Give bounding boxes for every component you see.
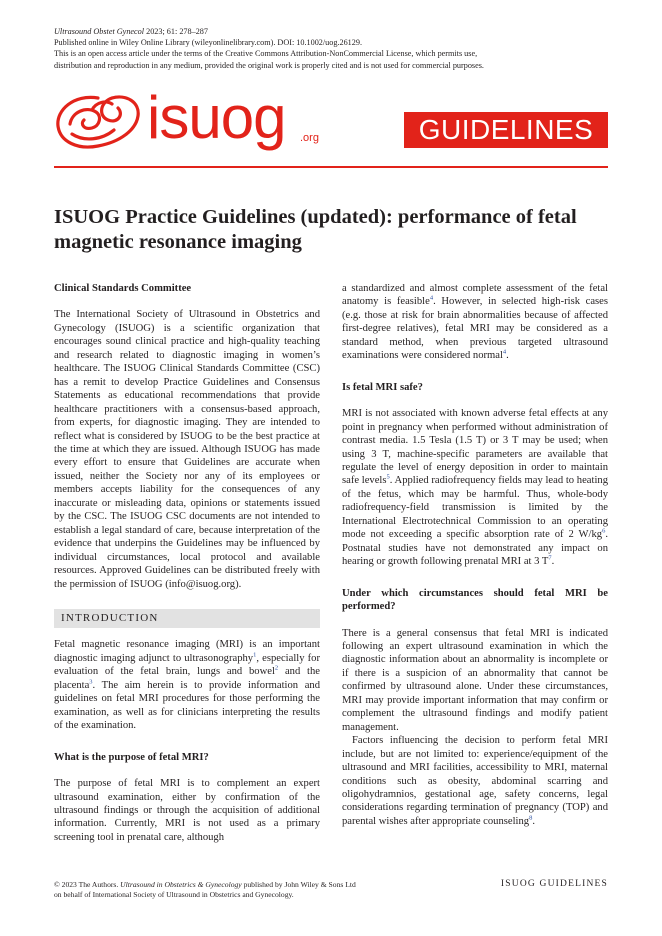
safe-text-1: MRI is not associated with known adverse fetal effects at any point in pregnancy when performed without administration of contrast media. 1.5 Tesla (1.5 T) or 3 T may be used; when using 3 T, machine-specific parameters are available that regulate the level of energy deposition in order to maintain safe levels bbox=[342, 408, 608, 487]
license-line-1: This is an open access article under the terms of the Creative Commons Attribution-NonCommercial License, which permits use, bbox=[54, 49, 478, 59]
footer-journal-name: Ultrasound in Obstetrics & Gynecology bbox=[120, 880, 242, 889]
reference-7[interactable]: 7 bbox=[548, 554, 552, 562]
isuog-logo bbox=[52, 86, 342, 158]
intro-text-2: , especially for evaluation of the fetal brain, lungs and bowel bbox=[54, 652, 321, 678]
circumstances-paragraph-2 bbox=[342, 734, 608, 828]
reference-6[interactable]: 6 bbox=[602, 527, 606, 535]
safe-text-4: . bbox=[551, 556, 555, 568]
journal-abbrev: Ultrasound Obstet Gynecol bbox=[54, 27, 145, 36]
copyright-pre: © 2023 The Authors. bbox=[54, 880, 121, 889]
purpose-paragraph: The purpose of fetal MRI is to complement an expert ultrasound examination, either by confirmation of the ultrasound findings or through the acquisition of additional information. Currently, MRI is not used as a primary screening tool in prenatal care, although bbox=[54, 778, 320, 843]
cont-text-1: a standardized and almost complete assessment of the fetal anatomy is feasible bbox=[342, 283, 608, 308]
published-online-line: Published online in Wiley Online Library (wileyonlinelibrary.com). DOI: 10.1002/uog.26129. bbox=[54, 38, 363, 48]
isuog-swirl-icon bbox=[52, 90, 144, 154]
footer-copyright bbox=[54, 880, 414, 900]
circumstances-paragraph-1: There is a general consensus that fetal MRI is indicated following an expert ultrasound examination in which the diagnostic information about an abnormality is incomplete or if there is a suspicion of an abnormality that cannot be confirmed by ultrasound alone. Under these circumstances, MRI may provide important information that may confirm or complement the ultrasound findings and modify patient management. bbox=[342, 627, 608, 733]
circ-text-3: . bbox=[532, 815, 535, 827]
safe-text-3: . Postnatal studies have not demonstrated any impact on hearing or growth following prenatal MRI at 3 T bbox=[342, 529, 608, 568]
copyright-post: published by John Wiley & Sons Ltd bbox=[241, 880, 356, 889]
intro-text-4: . The aim herein is to provide information and guidelines on fetal MRI procedures for those performing the examination, as well as for clinicians interpreting the results of the examination. bbox=[54, 679, 320, 732]
citation-line bbox=[54, 26, 614, 37]
reference-2[interactable]: 2 bbox=[274, 664, 279, 672]
left-column bbox=[54, 282, 320, 844]
safety-heading: Is fetal MRI safe? bbox=[342, 381, 423, 393]
reference-8[interactable]: 8 bbox=[529, 814, 533, 822]
article-title: ISUOG Practice Guidelines (updated): performance of fetal magnetic resonance imaging bbox=[54, 206, 577, 253]
reference-4b[interactable]: 4 bbox=[502, 348, 507, 356]
intro-text-1: Fetal magnetic resonance imaging (MRI) is an important diagnostic imaging adjunct to ultrasonography bbox=[54, 639, 320, 664]
right-column bbox=[342, 282, 608, 828]
copyright-line-1 bbox=[54, 880, 414, 890]
reference-5[interactable]: 5 bbox=[386, 473, 390, 481]
circ-text-2: Factors influencing the decision to perform fetal MRI include, but are not limited to: experience/equipment of the ultrasound and MRI facilities, accessibility to MRI, maternal conditions such as obesity, abdominal scarring and oligohydramnios, gestational age, safety concerns, legal considerations regarding termination of pregnancy (TOP) and parental wishes after appropriate counseling bbox=[342, 735, 608, 827]
circumstances-heading: Under which circumstances should fetal MRI be performed? bbox=[342, 587, 608, 613]
purpose-heading: What is the purpose of fetal MRI? bbox=[54, 751, 209, 763]
introduction-paragraph bbox=[54, 638, 320, 732]
logo-wordmark: isuog bbox=[147, 84, 286, 151]
citation-details: 2023; 61: 278–287 bbox=[144, 27, 208, 36]
safe-text-2: . Applied radiofrequency fields may lead to heating of the fetus, which may be harmful. Thus, whole-body radiofrequency-field transmission is limited by the International Electrotechnical Commission to an operating mode not exceeding a specific absorption rate of 2 W/kg bbox=[342, 475, 608, 541]
committee-heading: Clinical Standards Committee bbox=[54, 283, 192, 294]
logo-org-suffix: .org bbox=[300, 132, 319, 144]
guidelines-badge: GUIDELINES bbox=[404, 112, 608, 148]
footer-section-label: ISUOG GUIDELINES bbox=[500, 879, 608, 889]
copyright-line-2: on behalf of International Society of Ultrasound in Obstetrics and Gynecology. bbox=[54, 890, 294, 899]
introduction-section-heading: INTRODUCTION bbox=[54, 609, 320, 628]
reference-3[interactable]: 3 bbox=[89, 678, 93, 686]
cont-text-2: . However, in selected high-risk cases (e.g. those at risk for brain abnormalities because of affected first-degree relatives), fetal MRI may be considered as a standard method, when previous targeted ultrasound examinations were considered normal bbox=[342, 296, 609, 362]
license-line-2: distribution and reproduction in any medium, provided the original work is properly cited and is not used for commercial purposes. bbox=[54, 60, 484, 70]
header-divider bbox=[54, 166, 608, 168]
reference-4a[interactable]: 4 bbox=[429, 294, 434, 302]
reference-1[interactable]: 1 bbox=[253, 651, 257, 659]
cont-text-3: . bbox=[506, 350, 509, 362]
safety-paragraph bbox=[342, 407, 608, 568]
continued-paragraph bbox=[342, 282, 608, 363]
article-header-meta bbox=[54, 26, 614, 71]
committee-paragraph: The International Society of Ultrasound in Obstetrics and Gynecology (ISUOG) is a scientific organization that encourages sound clinical practice and high-quality teaching and research related to diagnostic imaging in women’s healthcare. The ISUOG Clinical Standards Committee (CSC) has a remit to develop Practice Guidelines and Consensus Statements as educational recommendations that provide healthcare practitioners with a consensus-based approach, from experts, for diagnostic imaging. They are intended to reflect what is considered by ISUOG to be the best practice at the time at which they are issued. Although ISUOG has made every effort to ensure that Guidelines are accurate when issued, neither the Society nor any of its employees or members accepts liability for the consequences of any inaccurate or misleading data, opinions or statements issued by the CSC. The ISUOG CSC documents are not intended to establish a legal standard of care, because interpretation of the evidence that underpins the Guidelines may be influenced by individual circumstances, local protocol and available resources. Approved Guidelines can be distributed freely with the permission of ISUOG (info@isuog.org). bbox=[54, 309, 320, 590]
intro-text-3: and the placenta bbox=[54, 666, 320, 691]
